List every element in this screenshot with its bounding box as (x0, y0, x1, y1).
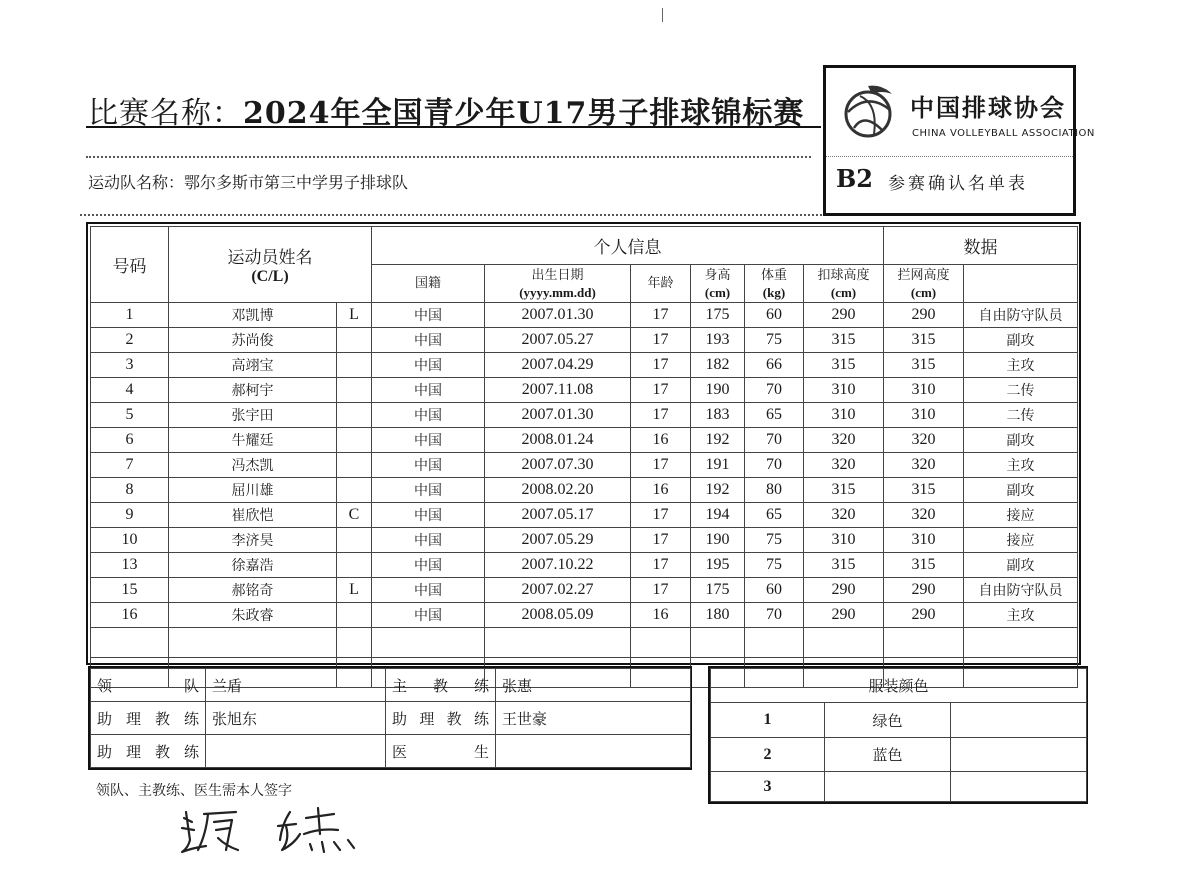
col-name-label: 运动员姓名 (227, 248, 313, 268)
player-position: 接应 (964, 503, 1078, 528)
player-number: 7 (91, 453, 169, 478)
player-spike-height: 315 (804, 328, 884, 353)
player-block-height: 290 (884, 303, 964, 328)
event-name: 2024年全国青少年U17男子排球锦标赛 (243, 96, 805, 131)
col-birth-label: 出生日期 (531, 267, 584, 283)
col-age-header: 年龄 (631, 265, 691, 303)
player-spike-height: 320 (804, 503, 884, 528)
player-height: 175 (691, 578, 745, 603)
empty-cell (745, 628, 804, 658)
uniform-extra (951, 737, 1087, 771)
player-spike-height: 315 (804, 353, 884, 378)
table-row (91, 578, 1078, 603)
player-role (337, 403, 372, 428)
player-role (337, 428, 372, 453)
staff-table (90, 668, 691, 768)
player-birth-date: 2007.05.27 (485, 328, 631, 353)
leader-label: 领队 (91, 669, 206, 702)
col-block-header (884, 265, 964, 303)
player-nationality: 中国 (372, 303, 485, 328)
empty-cell (691, 628, 745, 658)
doctor-value (496, 735, 691, 768)
player-position: 二传 (964, 403, 1078, 428)
player-name: 苏尚俊 (169, 328, 337, 353)
player-height: 182 (691, 353, 745, 378)
player-birth-date: 2007.11.08 (485, 378, 631, 403)
empty-cell (91, 628, 169, 658)
col-number-header: 号码 (91, 227, 169, 303)
player-height: 192 (691, 428, 745, 453)
head-coach-label: 主教练 (386, 669, 496, 702)
player-name: 邓凯博 (169, 303, 337, 328)
player-spike-height: 315 (804, 553, 884, 578)
empty-cell (372, 628, 485, 658)
event-label: 比赛名称： (88, 96, 243, 131)
player-height: 193 (691, 328, 745, 353)
col-spike-label: 扣球高度 (817, 267, 870, 283)
col-block-unit: (cm) (910, 284, 937, 300)
uniform-extra (951, 772, 1087, 802)
player-number: 13 (91, 553, 169, 578)
player-nationality: 中国 (372, 478, 485, 503)
player-age: 16 (631, 478, 691, 503)
player-role (337, 603, 372, 628)
table-row (91, 353, 1078, 378)
empty-cell (884, 628, 964, 658)
player-nationality: 中国 (372, 553, 485, 578)
staff-row (91, 702, 691, 735)
player-block-height: 290 (884, 578, 964, 603)
player-height: 192 (691, 478, 745, 503)
col-height-header (691, 265, 745, 303)
player-nationality: 中国 (372, 503, 485, 528)
player-age: 17 (631, 453, 691, 478)
player-name: 张宇田 (169, 403, 337, 428)
table-row (91, 478, 1078, 503)
player-birth-date: 2007.01.30 (485, 403, 631, 428)
player-role (337, 453, 372, 478)
empty-cell (169, 628, 337, 658)
empty-cell (964, 628, 1078, 658)
player-age: 17 (631, 328, 691, 353)
player-weight: 60 (745, 578, 804, 603)
head-coach-value: 张惠 (496, 669, 691, 702)
personal-info-header: 个人信息 (372, 227, 884, 265)
form-name: 参赛确认名单表 (888, 174, 1028, 194)
uniform-title-row (711, 669, 1087, 703)
staff-row (91, 669, 691, 702)
player-age: 17 (631, 553, 691, 578)
title-underline (86, 126, 821, 128)
handwritten-signatures (178, 800, 388, 860)
player-spike-height: 315 (804, 478, 884, 503)
player-weight: 70 (745, 453, 804, 478)
form-code: B2 (836, 164, 873, 193)
col-block-label: 拦网高度 (897, 267, 950, 283)
player-weight: 65 (745, 503, 804, 528)
assistant-coach-label: 助理教练 (386, 702, 496, 735)
player-spike-height: 310 (804, 528, 884, 553)
association-logo-box (823, 65, 1095, 216)
player-weight: 70 (745, 603, 804, 628)
player-role: L (337, 578, 372, 603)
player-spike-height: 290 (804, 578, 884, 603)
player-weight: 75 (745, 528, 804, 553)
player-spike-height: 290 (804, 303, 884, 328)
player-position: 副攻 (964, 328, 1078, 353)
empty-cell (337, 628, 372, 658)
player-age: 17 (631, 578, 691, 603)
player-name: 屈川雄 (169, 478, 337, 503)
association-cn-name: 中国排球协会 (910, 94, 1066, 122)
player-position: 主攻 (964, 603, 1078, 628)
player-block-height: 310 (884, 528, 964, 553)
player-birth-date: 2007.04.29 (485, 353, 631, 378)
association-en-name: CHINA VOLLEYBALL ASSOCIATION (912, 128, 1095, 139)
player-height: 180 (691, 603, 745, 628)
player-nationality: 中国 (372, 353, 485, 378)
assistant-coach-value: 张旭东 (206, 702, 386, 735)
player-number: 15 (91, 578, 169, 603)
player-age: 17 (631, 303, 691, 328)
player-spike-height: 290 (804, 603, 884, 628)
player-nationality: 中国 (372, 403, 485, 428)
player-height: 191 (691, 453, 745, 478)
player-role (337, 353, 372, 378)
table-row (91, 603, 1078, 628)
col-weight-label: 体重 (760, 267, 787, 283)
player-name: 冯杰凯 (169, 453, 337, 478)
player-name: 徐嘉浩 (169, 553, 337, 578)
player-number: 2 (91, 328, 169, 353)
player-role: L (337, 303, 372, 328)
col-name-header (169, 227, 372, 303)
assistant-coach-label: 助理教练 (91, 702, 206, 735)
player-weight: 60 (745, 303, 804, 328)
player-spike-height: 320 (804, 428, 884, 453)
player-block-height: 320 (884, 428, 964, 453)
dotted-divider (80, 214, 822, 216)
player-age: 16 (631, 428, 691, 453)
player-birth-date: 2007.02.27 (485, 578, 631, 603)
player-name: 郝柯宇 (169, 378, 337, 403)
player-birth-date: 2008.05.09 (485, 603, 631, 628)
player-nationality: 中国 (372, 578, 485, 603)
staff-table-frame (88, 666, 692, 770)
team-line (88, 170, 408, 193)
col-height-label: 身高 (704, 267, 731, 283)
player-weight: 70 (745, 428, 804, 453)
table-row (91, 403, 1078, 428)
player-name: 李济昊 (169, 528, 337, 553)
player-block-height: 320 (884, 453, 964, 478)
player-birth-date: 2007.05.29 (485, 528, 631, 553)
assistant-coach-label: 助理教练 (91, 735, 206, 768)
player-block-height: 310 (884, 403, 964, 428)
table-row (91, 328, 1078, 353)
player-number: 16 (91, 603, 169, 628)
roster-table (90, 226, 1078, 688)
uniform-number: 3 (711, 772, 825, 802)
player-birth-date: 2007.07.30 (485, 453, 631, 478)
player-height: 175 (691, 303, 745, 328)
empty-cell (485, 628, 631, 658)
player-number: 9 (91, 503, 169, 528)
player-height: 194 (691, 503, 745, 528)
player-age: 16 (631, 603, 691, 628)
player-weight: 65 (745, 403, 804, 428)
col-weight-header (745, 265, 804, 303)
player-position: 自由防守队员 (964, 303, 1078, 328)
table-row (91, 553, 1078, 578)
player-name: 牛耀廷 (169, 428, 337, 453)
player-weight: 75 (745, 553, 804, 578)
player-weight: 75 (745, 328, 804, 353)
logo-divider (826, 156, 1073, 157)
player-role: C (337, 503, 372, 528)
team-label: 运动队名称： (88, 173, 185, 192)
table-row (91, 378, 1078, 403)
player-block-height: 290 (884, 603, 964, 628)
empty-row (91, 628, 1078, 658)
player-number: 8 (91, 478, 169, 503)
player-age: 17 (631, 503, 691, 528)
uniform-row (711, 703, 1087, 737)
player-nationality: 中国 (372, 378, 485, 403)
player-block-height: 315 (884, 478, 964, 503)
leader-value: 兰盾 (206, 669, 386, 702)
uniform-row (711, 737, 1087, 771)
uniform-table (710, 668, 1087, 802)
player-age: 17 (631, 353, 691, 378)
col-height-unit: (cm) (704, 284, 731, 300)
player-height: 190 (691, 528, 745, 553)
empty-cell (631, 628, 691, 658)
player-block-height: 310 (884, 378, 964, 403)
player-role (337, 378, 372, 403)
col-spike-header (804, 265, 884, 303)
uniform-extra (951, 703, 1087, 737)
uniform-body (711, 703, 1087, 802)
player-block-height: 320 (884, 503, 964, 528)
player-birth-date: 2007.01.30 (485, 303, 631, 328)
player-position: 主攻 (964, 453, 1078, 478)
player-name: 郝铭奇 (169, 578, 337, 603)
player-name: 朱政睿 (169, 603, 337, 628)
uniform-number: 2 (711, 737, 825, 771)
player-weight: 70 (745, 378, 804, 403)
player-nationality: 中国 (372, 603, 485, 628)
player-birth-date: 2007.10.22 (485, 553, 631, 578)
uniform-row (711, 772, 1087, 802)
col-birth-format: (yyyy.mm.dd) (519, 284, 596, 300)
player-name: 高翊宝 (169, 353, 337, 378)
uniform-table-frame (708, 666, 1088, 804)
col-weight-unit: (kg) (762, 284, 786, 300)
player-role (337, 553, 372, 578)
player-block-height: 315 (884, 553, 964, 578)
data-header: 数据 (884, 227, 1078, 265)
player-weight: 66 (745, 353, 804, 378)
col-spike-unit: (cm) (830, 284, 857, 300)
player-spike-height: 320 (804, 453, 884, 478)
uniform-color: 绿色 (825, 703, 951, 737)
player-birth-date: 2007.05.17 (485, 503, 631, 528)
doctor-label: 医生 (386, 735, 496, 768)
player-position: 自由防守队员 (964, 578, 1078, 603)
player-nationality: 中国 (372, 453, 485, 478)
player-nationality: 中国 (372, 528, 485, 553)
player-nationality: 中国 (372, 328, 485, 353)
table-row (91, 528, 1078, 553)
scan-mark (662, 8, 663, 22)
volleyball-emblem-icon (838, 82, 898, 142)
player-position: 副攻 (964, 478, 1078, 503)
player-number: 5 (91, 403, 169, 428)
player-number: 1 (91, 303, 169, 328)
player-birth-date: 2008.02.20 (485, 478, 631, 503)
player-height: 190 (691, 378, 745, 403)
roster-table-frame (86, 222, 1081, 665)
table-row (91, 503, 1078, 528)
uniform-color (825, 772, 951, 802)
player-height: 183 (691, 403, 745, 428)
player-block-height: 315 (884, 328, 964, 353)
player-role (337, 478, 372, 503)
player-role (337, 328, 372, 353)
player-name: 崔欣恺 (169, 503, 337, 528)
player-spike-height: 310 (804, 378, 884, 403)
player-position: 接应 (964, 528, 1078, 553)
player-number: 3 (91, 353, 169, 378)
player-age: 17 (631, 378, 691, 403)
col-birth-header (485, 265, 631, 303)
uniform-number: 1 (711, 703, 825, 737)
player-weight: 80 (745, 478, 804, 503)
player-position: 副攻 (964, 428, 1078, 453)
player-position: 副攻 (964, 553, 1078, 578)
player-position: 主攻 (964, 353, 1078, 378)
col-name-sub: (C/L) (251, 268, 289, 285)
assistant-coach-value: 王世豪 (496, 702, 691, 735)
player-spike-height: 310 (804, 403, 884, 428)
player-role (337, 528, 372, 553)
player-birth-date: 2008.01.24 (485, 428, 631, 453)
table-row (91, 428, 1078, 453)
team-name: 鄂尔多斯市第三中学男子排球队 (184, 173, 409, 192)
player-block-height: 315 (884, 353, 964, 378)
signature-note: 领队、主教练、医生需本人签字 (96, 783, 292, 799)
player-number: 4 (91, 378, 169, 403)
player-age: 17 (631, 403, 691, 428)
player-number: 6 (91, 428, 169, 453)
staff-row (91, 735, 691, 768)
player-nationality: 中国 (372, 428, 485, 453)
player-height: 195 (691, 553, 745, 578)
col-nationality-header: 国籍 (372, 265, 485, 303)
table-row (91, 303, 1078, 328)
table-row (91, 453, 1078, 478)
assistant-coach-value (206, 735, 386, 768)
header-row (91, 227, 1078, 265)
dotted-divider (86, 156, 811, 158)
roster-body (91, 303, 1078, 688)
player-age: 17 (631, 528, 691, 553)
uniform-title: 服装颜色 (711, 669, 1087, 703)
uniform-color: 蓝色 (825, 737, 951, 771)
empty-cell (804, 628, 884, 658)
player-number: 10 (91, 528, 169, 553)
player-position: 二传 (964, 378, 1078, 403)
